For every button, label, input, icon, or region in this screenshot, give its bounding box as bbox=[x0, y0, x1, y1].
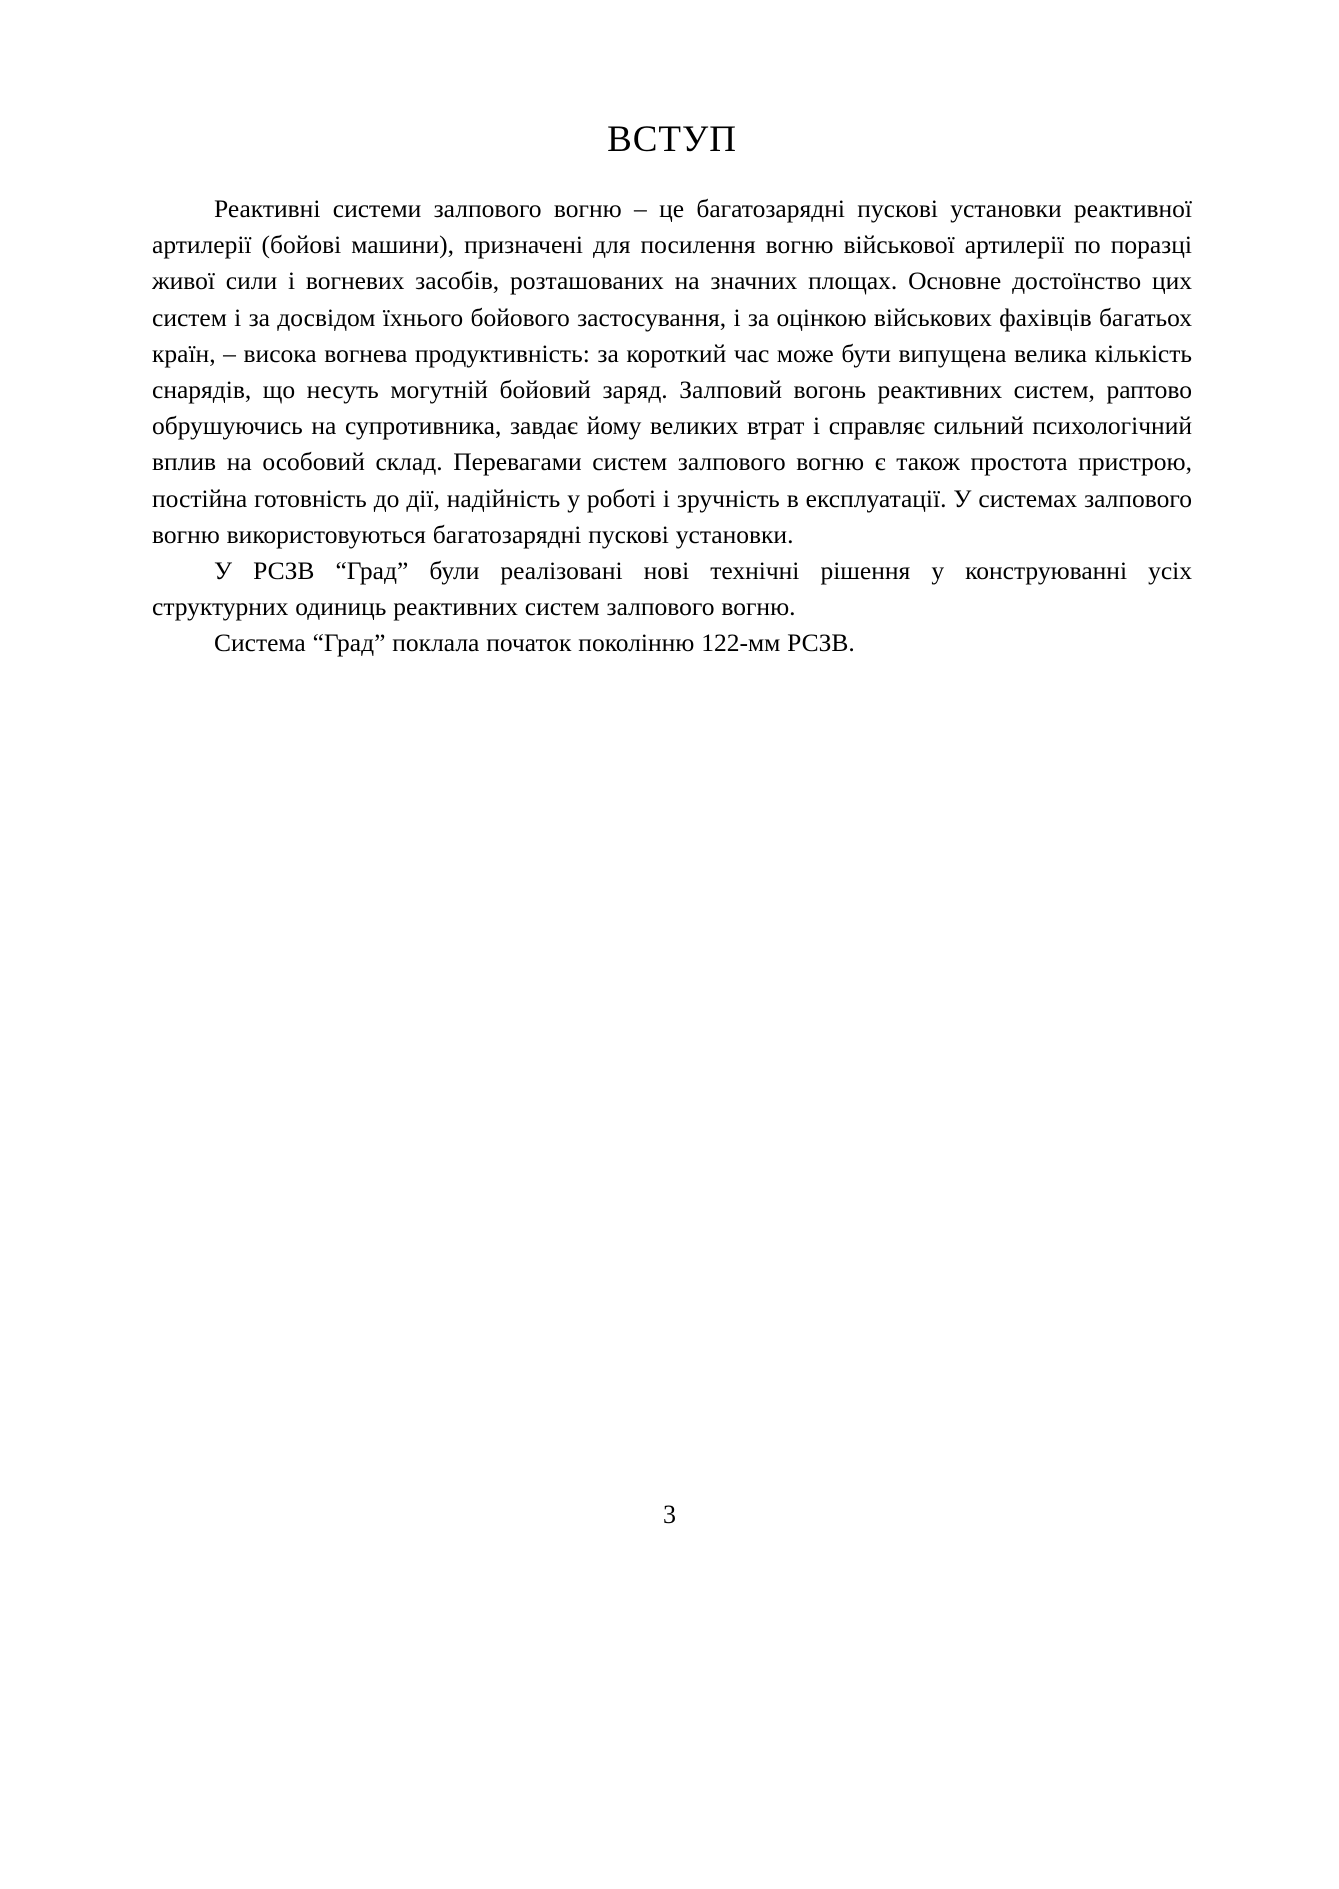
paragraph-2: У РСЗВ “Град” були реалізовані нові технічні рішення у конструюванні усіх структурних одиниць реактивних систем залпового вогню. bbox=[152, 556, 1192, 622]
page-number: 3 bbox=[663, 1500, 676, 1529]
paragraph-1: Реактивні системи залпового вогню – це багатозарядні пускові установки реактивної артилерії (бойові машини), призначені для посилення вогню військової артилерії по поразці живої сили і вогневих засобів, розташованих на значних площах. Основне достоїнство цих систем і за досвідом їхнього бойового застосування, і за оцінкою військових фахівців багатьох країн, – висока вогнева продуктивність: за короткий час може бути випущена велика кількість снарядів, що несуть могутній бойовий заряд. Залповий вогонь реактивних систем, раптово обрушуючись на супротивника, завдає йому великих втрат і справляє сильний психологічний вплив на особовий склад. Перевагами систем залпового вогню є також простота пристрою, постійна готовність до дії, надійність у роботі і зручність в експлуатації. У системах залпового вогню використовуються багатозарядні пускові установки. bbox=[152, 194, 1192, 549]
page-title: ВСТУП bbox=[607, 119, 737, 160]
paragraph-3: Система “Град” поклала початок поколінню 122-мм РСЗВ. bbox=[214, 628, 855, 658]
document-body bbox=[152, 118, 1192, 662]
